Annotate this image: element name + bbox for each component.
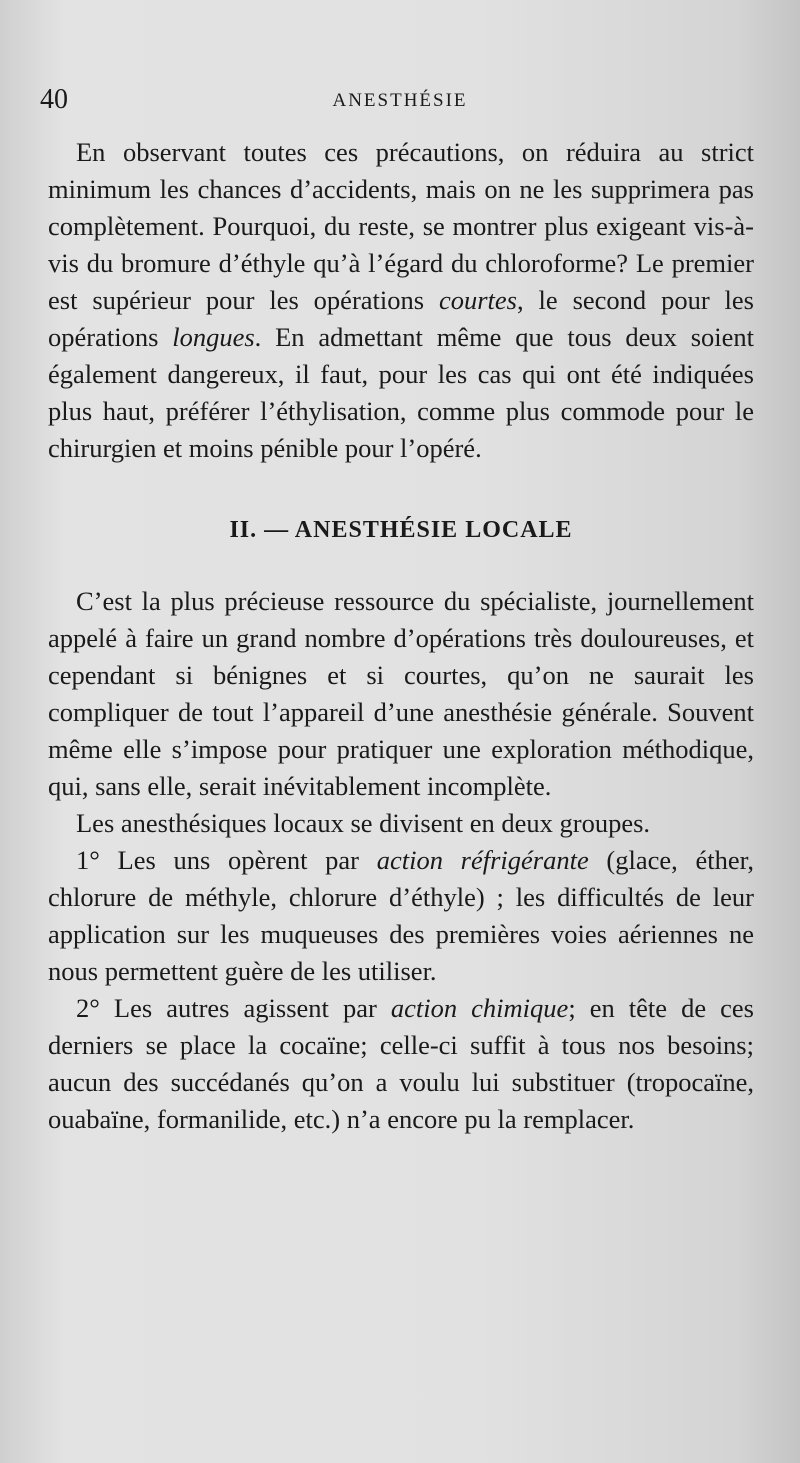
paragraph-chemical-rest: ; en tête de ces derniers se place la cocaïne; celle-ci suffit à tous nos besoins; aucun des succédanés qu’on a voulu lui substituer (tropocaïne, ouabaïne, formanilide, etc.) n’a encore pu la remplacer. [48,993,754,1134]
paragraph-precautions-part3: . En admettant même que tous deux soient également dangereux, il faut, pour les cas qui ont été indiquées plus haut, préférer l’éthylisation, comme plus commode pour le chirurgien et moins pénible pour l’opéré. [48,322,754,463]
paragraph-chemical-lead: 2° Les autres agissent par [76,993,391,1023]
body-text [48,134,754,1138]
paragraph-refrigerant-lead: 1° Les uns opèrent par [76,845,377,875]
paragraph-precautions [48,134,754,467]
emphasis-action-refrigerante: action réfrigérante [376,845,589,875]
paragraph-local-anesthesia: C’est la plus précieuse ressource du spécialiste, journellement appelé à faire un grand nombre d’opérations très douloureuses, et cependant si bénignes et si courtes, qu’on ne saurait les compliquer de tout l’appareil d’une anesthésie générale. Souvent même elle s’impose pour pratiquer une exploration méthodique, qui, sans elle, serait inévitablement incomplète. [48,586,754,801]
paragraph-refrigerant-rest: (glace, éther, chlorure de méthyle, chlorure d’éthyle) ; les difficultés de leur application sur les muqueuses des premières voies aériennes ne nous permettent guère de les utiliser. [48,845,754,986]
paragraph-chemical-action [48,990,754,1138]
paragraph-precautions-part1: En observant toutes ces précautions, on réduira au strict minimum les chances d’accidents, mais on ne les supprimera pas complètement. Pourquoi, du reste, se montrer plus exigeant vis-à-vis du bromure d’éthyle qu’à l’égard du chloroforme? Le premier est supérieur pour les opérations [48,137,754,315]
running-title: ANESTHÉSIE [332,90,468,111]
running-head [40,84,760,118]
page-number: 40 [40,84,68,115]
section-heading: II. — ANESTHÉSIE LOCALE [229,517,573,543]
paragraph-precautions-part2: , le second pour les opérations [48,285,754,352]
emphasis-courtes: courtes [438,285,517,315]
emphasis-action-chimique: action chimique [390,993,569,1023]
emphasis-longues: longues [172,322,255,352]
paragraph-refrigerant-action [48,842,754,990]
paragraph-groups: Les anesthésiques locaux se divisent en deux groupes. [76,808,651,838]
